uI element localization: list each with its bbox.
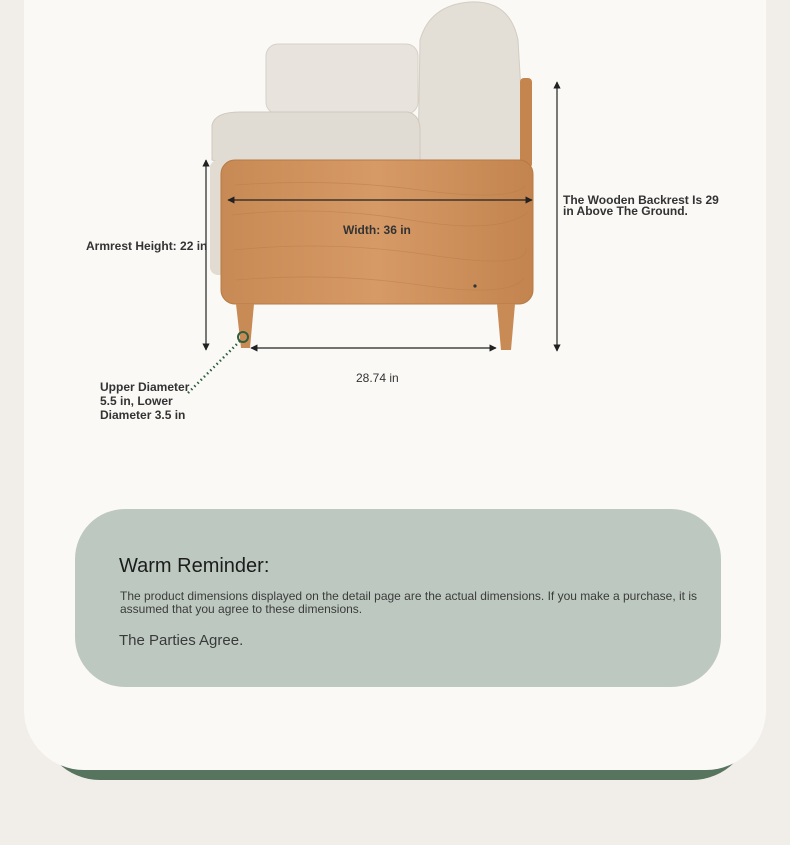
leg-span-label: 28.74 in [356, 371, 399, 385]
warm-reminder-box [75, 509, 721, 687]
reminder-footer: The Parties Agree. [119, 632, 244, 649]
reminder-body: The product dimensions displayed on the detail page are the actual dimensions. If you make a purchase, it is assumed that you agree to these dimensions. [120, 589, 698, 616]
sofa-image [210, 2, 533, 350]
leg-diameter-label: Upper Diameter 5.5 in, Lower Diameter 3.5 in [100, 380, 190, 422]
reminder-title: Warm Reminder: [119, 555, 270, 577]
armrest-height-label: Armrest Height: 22 in [86, 239, 208, 253]
backrest-height-label: The Wooden Backrest Is 29 in Above The Ground. [563, 193, 719, 218]
width-label: Width: 36 in [343, 223, 411, 237]
